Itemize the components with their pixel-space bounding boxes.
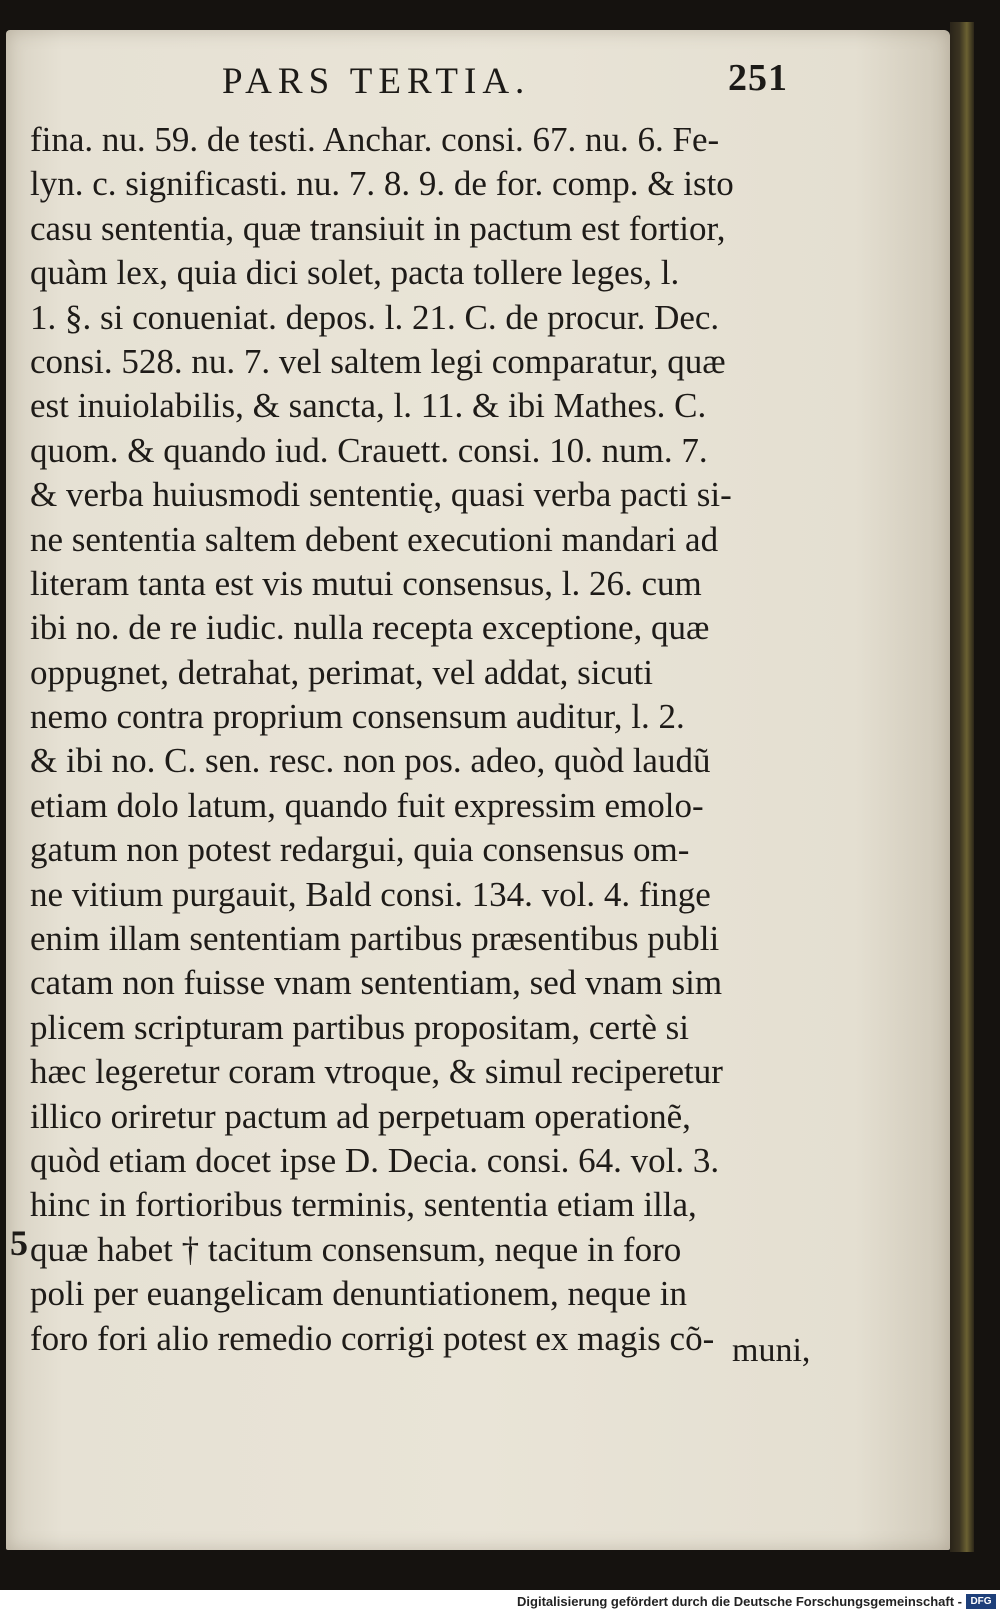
- text-line: casu sententia, quæ transiuit in pactum est fortior,: [30, 208, 726, 248]
- text-line: oppugnet, detrahat, perimat, vel addat, sicuti: [30, 652, 653, 692]
- text-line: illico oriretur pactum ad perpetuam operationẽ,: [30, 1096, 691, 1136]
- text-line: quæ habet † tacitum consensum, neque in foro: [30, 1229, 682, 1269]
- text-line: hæc legeretur coram vtroque, & simul reciperetur: [30, 1052, 723, 1092]
- text-line: hinc in fortioribus terminis, sententia etiam illa,: [30, 1185, 697, 1225]
- page-number: 251: [728, 57, 788, 99]
- text-line: ne sententia saltem debent executioni mandari ad: [30, 519, 719, 559]
- text-line: catam non fuisse vnam sententiam, sed vnam sim: [30, 963, 723, 1003]
- text-line: consi. 528. nu. 7. vel saltem legi comparatur, quæ: [30, 341, 726, 381]
- text-line: foro fori alio remedio corrigi potest ex magis cõ-: [30, 1318, 715, 1358]
- text-line: ne vitium purgauit, Bald consi. 134. vol. 4. finge: [30, 874, 711, 914]
- footer-credit: Digitalisierung gefördert durch die Deutsche Forschungsgemeinschaft -: [517, 1594, 962, 1609]
- text-line: & ibi no. C. sen. resc. non pos. adeo, quòd laudũ: [30, 741, 711, 781]
- text-line: poli per euangelicam denuntiationem, neque in: [30, 1274, 688, 1314]
- dfg-logo: DFG: [966, 1594, 996, 1609]
- text-line: lyn. c. significasti. nu. 7. 8. 9. de for. comp. & isto: [30, 164, 734, 204]
- body-text: [30, 118, 830, 1361]
- text-line: enim illam sententiam partibus præsentibus publi: [30, 919, 720, 959]
- running-header: PARS TERTIA.: [222, 61, 531, 102]
- text-line: quòd etiam docet ipse D. Decia. consi. 64. vol. 3.: [30, 1140, 720, 1180]
- text-line: plicem scripturam partibus propositam, certè si: [30, 1007, 689, 1047]
- text-line: gatum non potest redargui, quia consensus om-: [30, 830, 690, 870]
- margin-note-number: 5: [10, 1223, 28, 1263]
- text-line: & verba huiusmodi sententię, quasi verba pacti si-: [30, 475, 732, 515]
- text-line: nemo contra proprium consensum auditur, l. 2.: [30, 697, 685, 737]
- text-line: literam tanta est vis mutui consensus, l. 26. cum: [30, 563, 702, 603]
- catchword: muni,: [732, 1332, 811, 1369]
- text-line: ibi no. de re iudic. nulla recepta exceptione, quæ: [30, 608, 710, 648]
- text-line: fina. nu. 59. de testi. Anchar. consi. 67. nu. 6. Fe-: [30, 120, 720, 159]
- text-line: etiam dolo latum, quando fuit expressim emolo-: [30, 785, 704, 825]
- book-page-edge: [950, 22, 974, 1552]
- text-line: quàm lex, quia dici solet, pacta tollere leges, l.: [30, 253, 680, 293]
- text-line: 1. §. si conueniat. depos. l. 21. C. de procur. Dec.: [30, 297, 720, 337]
- text-line: est inuiolabilis, & sancta, l. 11. & ibi Mathes. C.: [30, 386, 707, 426]
- text-line: quom. & quando iud. Crauett. consi. 10. num. 7.: [30, 430, 708, 470]
